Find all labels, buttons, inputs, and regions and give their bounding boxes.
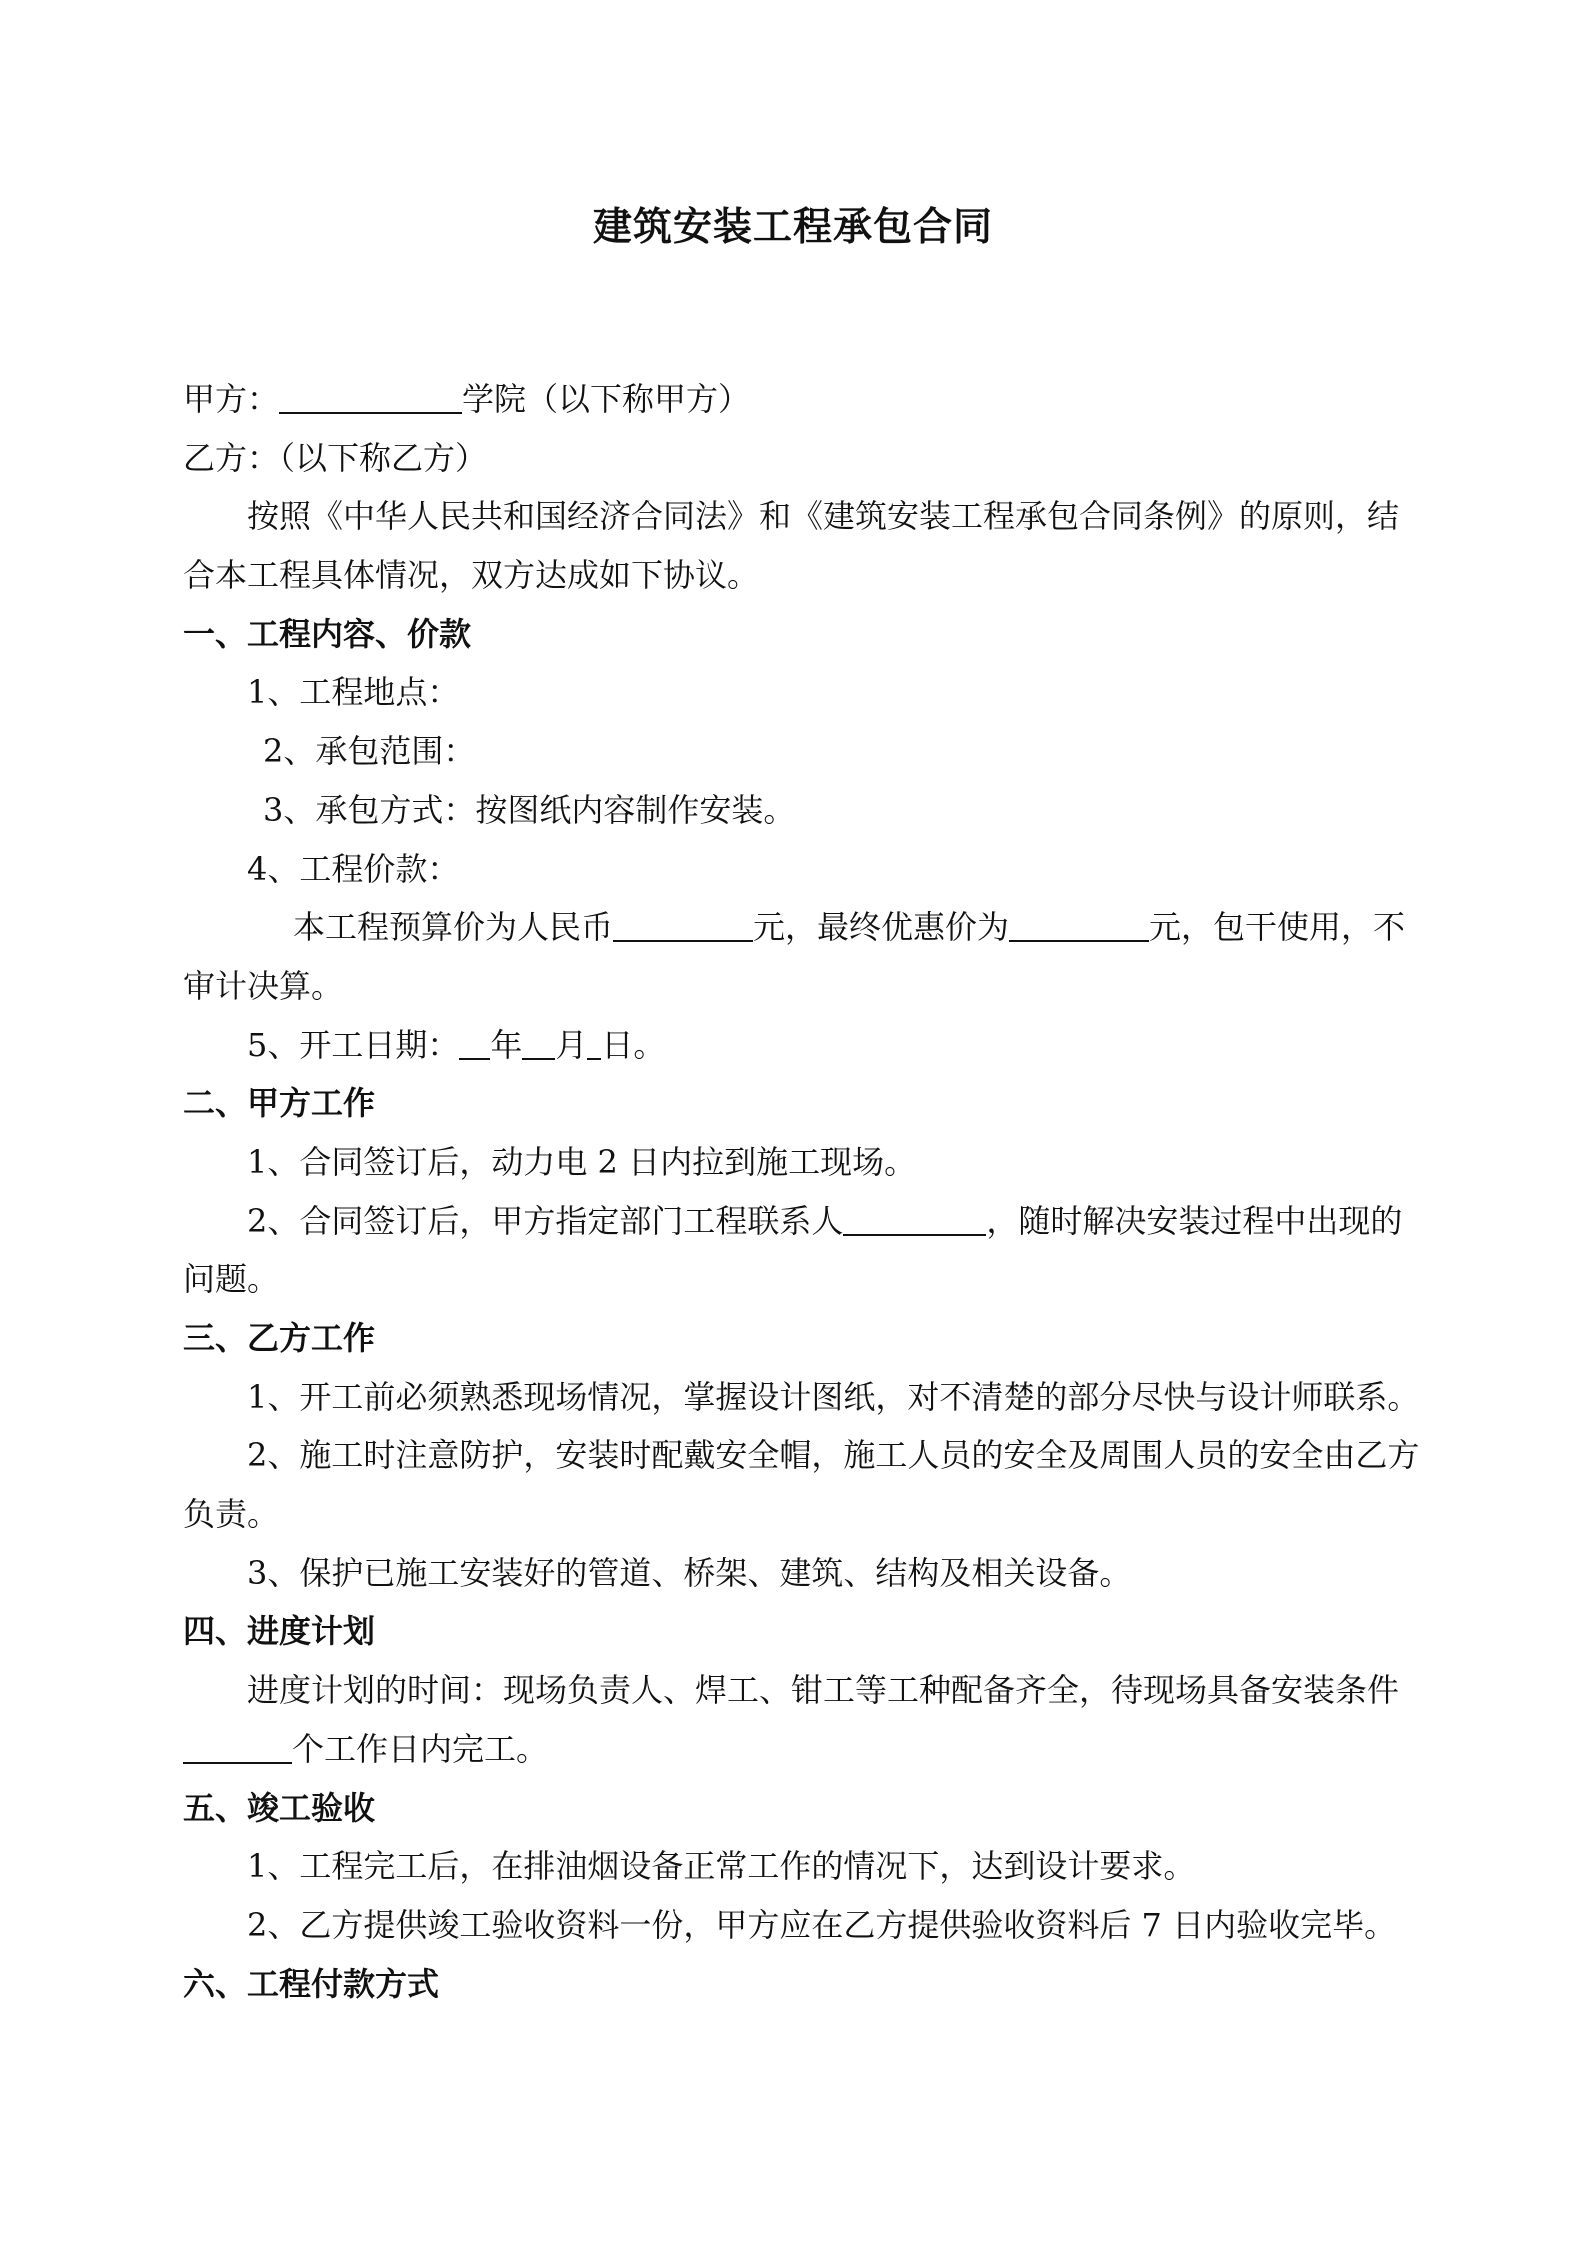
month-blank[interactable] (522, 1018, 555, 1060)
s3-item-2: 2、施工时注意防护，安装时配戴安全帽，施工人员的安全及周围人员的安全由乙方 (247, 1436, 1420, 1475)
s1-item-1: 1、工程地点： (247, 673, 460, 712)
s3-item-1: 1、开工前必须熟悉现场情况，掌握设计图纸，对不清楚的部分尽快与设计师联系。 (247, 1377, 1420, 1416)
s2-item-2-cont: 问题。 (183, 1260, 280, 1299)
party-a-line (183, 370, 1405, 429)
section-4-heading: 四、进度计划 (183, 1612, 376, 1651)
section-2-heading: 二、甲方工作 (183, 1084, 376, 1123)
party-b-line: 乙方：（以下称乙方） (183, 438, 488, 477)
final-price-blank[interactable] (1009, 900, 1149, 942)
intro-line-1: 按照《中华人民共和国经济合同法》和《建筑安装工程承包合同条例》的原则，结 (247, 497, 1400, 536)
contract-body (183, 370, 1420, 2013)
s2-item-1: 1、合同签订后，动力电 2 日内拉到施工现场。 (247, 1142, 917, 1181)
s1-item-2: 2、承包范围： (263, 732, 476, 771)
party-a-label: 甲方： (183, 380, 280, 418)
s1-item-4: 4、工程价款： (247, 849, 460, 888)
intro-line-2: 合本工程具体情况，双方达成如下协议。 (183, 556, 760, 595)
party-a-blank[interactable] (279, 372, 462, 414)
s5-item-2: 2、乙方提供竣工验收资料一份，甲方应在乙方提供验收资料后 7 日内验收完毕。 (247, 1905, 1397, 1944)
price-line-2: 审计决算。 (183, 966, 344, 1005)
s2-item-2-text-b: ，随时解决安装过程中出现的 (986, 1201, 1403, 1240)
contact-person-blank[interactable] (843, 1194, 986, 1236)
schedule-line-2 (183, 1720, 1405, 1779)
s2-item-2-text-a: 2、合同签订后，甲方指定部门工程联系人 (247, 1201, 844, 1240)
document-title: 建筑安装工程承包合同 (592, 204, 993, 250)
section-6-heading: 六、工程付款方式 (183, 1964, 440, 2003)
price-line (183, 898, 1405, 957)
workdays-blank[interactable] (183, 1722, 292, 1764)
start-date-label: 5、开工日期： (247, 1025, 460, 1064)
s3-item-3: 3、保护已施工安装好的管道、桥架、建筑、结构及相关设备。 (247, 1553, 1132, 1592)
party-a-suffix: 学院（以下称甲方） (462, 380, 751, 418)
section-1-heading: 一、工程内容、价款 (183, 614, 472, 653)
day-label: 日。 (601, 1025, 666, 1064)
s2-item-2 (183, 1192, 1405, 1251)
schedule-text-b: 个工作日内完工。 (292, 1729, 549, 1768)
section-3-heading: 三、乙方工作 (183, 1319, 376, 1357)
start-date-line (183, 1016, 1405, 1075)
price-text-c: 元，包干使用，不 (1149, 908, 1406, 947)
year-blank[interactable] (459, 1018, 490, 1060)
s5-item-1: 1、工程完工后，在排油烟设备正常工作的情况下，达到设计要求。 (247, 1847, 1196, 1886)
price-text-b: 元，最终优惠价为 (753, 908, 1010, 947)
schedule-line: 进度计划的时间：现场负责人、焊工、钳工等工种配备齐全，待现场具备安装条件 (247, 1671, 1400, 1710)
year-label: 年 (490, 1025, 523, 1064)
s1-item-3: 3、承包方式：按图纸内容制作安装。 (263, 790, 796, 829)
price-text-a: 本工程预算价为人民币 (293, 908, 614, 947)
day-blank[interactable] (587, 1018, 601, 1060)
section-5-heading: 五、竣工验收 (183, 1788, 376, 1827)
budget-price-blank[interactable] (613, 900, 753, 942)
month-label: 月 (555, 1025, 588, 1064)
s3-item-2-cont: 负责。 (183, 1495, 280, 1534)
